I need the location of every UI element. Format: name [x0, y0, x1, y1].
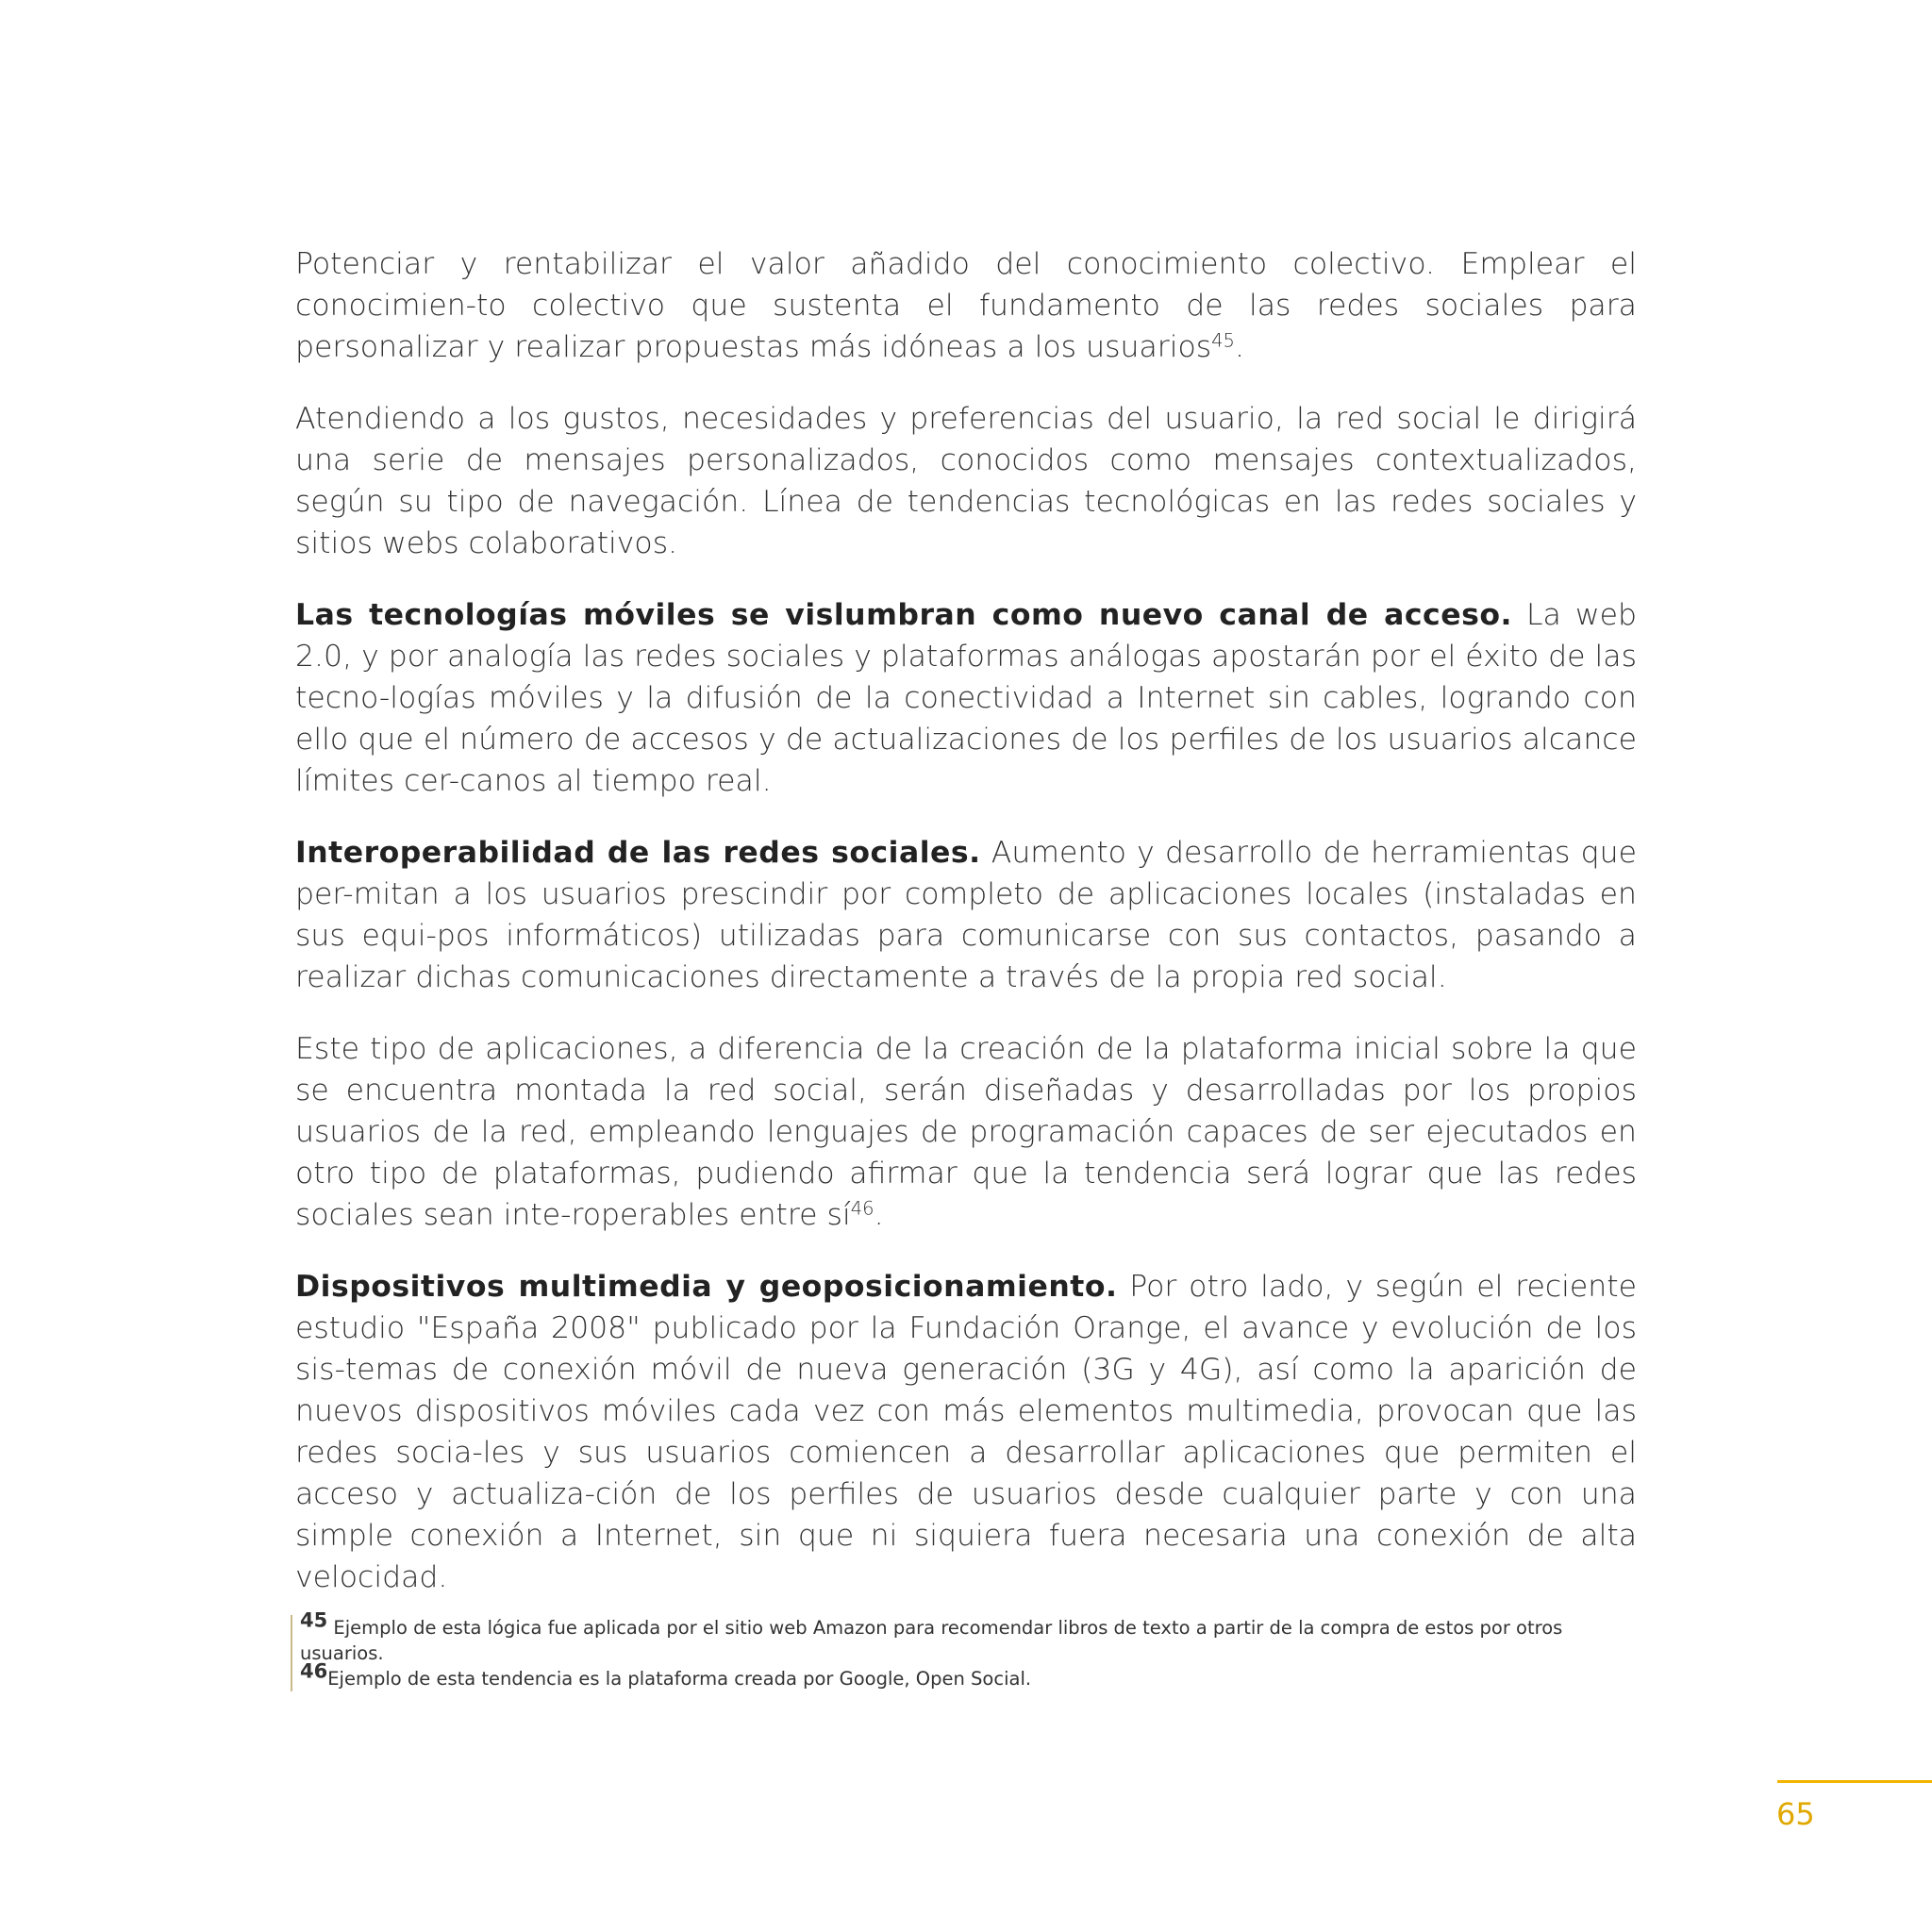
- page-number: 65: [1776, 1796, 1815, 1832]
- footnote-text: Ejemplo de esta tendencia es la plataforma creada por Google, Open Social.: [327, 1668, 1032, 1690]
- paragraph-mobile-technologies: [295, 594, 1637, 802]
- paragraph-collective-knowledge: [295, 243, 1637, 368]
- footnote-number: 45: [300, 1608, 328, 1632]
- paragraph-text: Potenciar y rentabilizar el valor añadido del conocimiento colectivo. Emplear el conocimien-to colectivo que sustenta el fundamento de las redes sociales para personalizar y realizar propuestas más idóneas a los usuarios: [295, 247, 1637, 364]
- paragraph-contextual-messages: [295, 398, 1637, 564]
- footnotes: [291, 1608, 1649, 1691]
- footnote-45: [300, 1608, 1649, 1666]
- footnote-text: Ejemplo de esta lógica fue aplicada por el sitio web Amazon para recomendar libros de texto a partir de la compra de estos por otros usuarios.: [300, 1617, 1563, 1664]
- paragraph-text: Por otro lado, y según el reciente estudio "España 2008" publicado por la Fundación Orange, el avance y evolución de los sis-temas de conexión móvil de nueva generación (3G y 4G), así como la aparición de nuevos dispositivos móviles cada vez con más elementos multimedia, provocan que las redes socia-les y sus usuarios comiencen a desarrollar aplicaciones que permiten el acceso y actualiza-ción de los perfiles de usuarios desde cualquier parte y con una simple conexión a Internet, sin que ni siquiera fuera necesaria una conexión de alta velocidad.: [295, 1270, 1637, 1594]
- paragraph-interoperability: [295, 832, 1637, 998]
- paragraph-text: Aumento y desarrollo de herramientas que per-mitan a los usuarios prescindir por completo de aplicaciones locales (instaladas en sus equi-pos informáticos) utilizadas para comunicarse con sus contactos, pasando a realizar dichas comunicaciones directamente a través de la propia red social.: [295, 836, 1638, 994]
- paragraph-lead: Dispositivos multimedia y geoposicionamiento.: [295, 1270, 1118, 1304]
- paragraph-tail: .: [1234, 330, 1244, 364]
- footnote-ref-46[interactable]: 46: [850, 1197, 874, 1220]
- paragraph-multimedia-devices: [295, 1266, 1637, 1598]
- paragraph-lead: Las tecnologías móviles se vislumbran como nuevo canal de acceso.: [295, 598, 1512, 632]
- footnote-ref-45[interactable]: 45: [1211, 329, 1235, 352]
- paragraph-lead: Interoperabilidad de las redes sociales.: [295, 836, 981, 870]
- body-text: [295, 243, 1637, 1628]
- footnote-46: [300, 1659, 1649, 1691]
- footnote-number: 46: [300, 1659, 328, 1683]
- paragraph-text: La web 2.0, y por analogía las redes sociales y plataformas análogas apostarán por el éxito de las tecno-logías móviles y la difusión de la conectividad a Internet sin cables, logrando con ello que el número de accesos y de actualizaciones de los perfiles de los usuarios alcance límites cer-canos al tiempo real.: [295, 598, 1637, 798]
- paragraph-applications: [295, 1028, 1637, 1236]
- paragraph-text: Este tipo de aplicaciones, a diferencia de la creación de la plataforma inicial sobre la que se encuentra montada la red social, serán diseñadas y desarrolladas por los propios usuarios de la red, empleando lenguajes de programación capaces de ser ejecutados en otro tipo de plataformas, pudiendo afirmar que la tendencia será lograr que las redes sociales sean inte-roperables entre sí: [295, 1032, 1637, 1232]
- page-number-rule: [1777, 1780, 1932, 1783]
- paragraph-text: Atendiendo a los gustos, necesidades y preferencias del usuario, la red social le dirigirá una serie de mensajes personalizados, conocidos como mensajes contextualizados, según su tipo de navegación. Línea de tendencias tecnológicas en las redes sociales y sitios webs colaborativos.: [295, 402, 1637, 560]
- paragraph-tail: .: [874, 1198, 884, 1232]
